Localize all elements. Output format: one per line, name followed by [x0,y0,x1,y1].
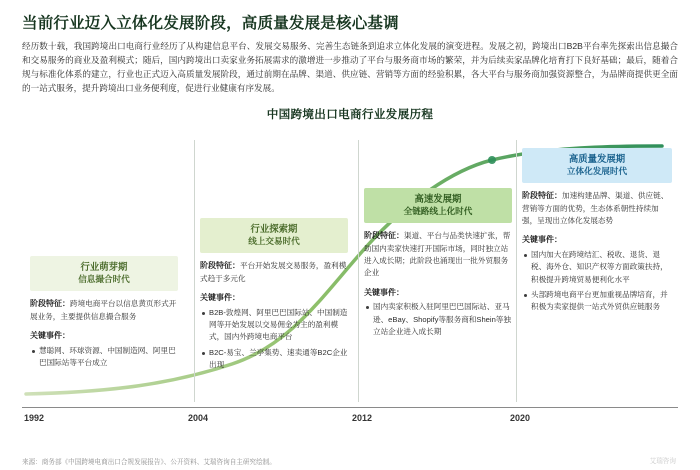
stage-3-feature [364,230,512,279]
stage-4-feature-text: 加速构建品牌、渠道、供应链、营销等方面的优势，生态体系朝性持续加强，呈现出立体化发展态势 [522,191,669,226]
stage-3-feature-title: 阶段特征： [364,231,404,241]
stage-subtitle-1: 信息撮合时代 [78,273,130,284]
source-footnote: 来源：商务部《中国跨境电商出口合规发展报告》、公开资料、艾瑞咨询自主研究绘制。 [22,459,276,466]
axis-tick-1992: 1992 [24,413,45,424]
stage-divider-1 [194,140,195,402]
stage-2-feature-title: 阶段特征： [200,261,240,271]
chart-title: 中国跨境出口电商行业发展历程 [266,108,434,122]
stage-name-2: 行业探索期 [250,223,298,235]
list-item: 头部跨境电商平台更加重视品牌培育，并积极为卖家提供一站式外贸供应链服务 [531,289,672,313]
stage-name-4: 高质量发展期 [568,153,626,165]
page-title: 当前行业迈入立体化发展阶段，高质量发展是核心基调 [22,15,399,32]
list-item: 国内卖家积极入驻阿里巴巴国际站、亚马逊、eBay、Shopify等服务商和Shein等独立站企业进入成长期 [373,301,512,337]
stage-body-1 [30,298,178,369]
stage-body-3 [364,230,512,337]
list-item: 慧聪网、环球资源、中国制造网、阿里巴巴国际站等平台成立 [39,345,178,369]
stage-3-feature-text: 渠道、平台与品类快速扩张，帮助国内卖家快速打开国际市场，同时独立站进入成长期；此阶段也涌现出一批外贸服务企业 [364,231,511,278]
stage-header-4 [522,148,672,183]
stage-1-feature-title: 阶段特征： [30,299,70,309]
stage-subtitle-4: 立体化发展时代 [566,165,628,176]
stage-1-events-list [30,345,178,369]
stage-body-2 [200,260,348,370]
stage-4-feature [522,190,672,227]
stage-2-events-title: 关键事件： [200,293,240,303]
stage-divider-3 [516,140,517,402]
stage-2-feature [200,260,348,285]
stage-1-events-title: 关键事件： [30,331,70,341]
stage-block-3 [364,188,512,341]
list-item: B2C-易宝、兰亭集势、速卖通等B2C企业出现 [209,347,348,371]
timeline-chart [22,126,678,426]
stage-block-4 [522,148,672,316]
axis-tick-2020: 2020 [510,413,531,424]
stage-2-events-list [200,307,348,371]
stage-block-1 [30,256,178,372]
stage-header-2 [200,218,348,253]
list-item: B2B-敦煌网、阿里巴巴国际站、中国制造网等开始发展以交易佣金为主的盈利模式，国内外跨境电商平台 [209,307,348,343]
stage-name-1: 行业萌芽期 [80,261,128,273]
timeline-axis [22,407,678,408]
axis-tick-2012: 2012 [352,413,373,424]
stage-1-feature-text: 跨境电商平台以信息黄页形式开展业务，主要提供信息撮合服务 [30,299,177,322]
stage-2-feature-text: 平台开始发展交易服务，盈利模式趋于多元化 [200,261,347,284]
watermark: 艾瑞咨询 [649,458,676,465]
axis-tick-2004: 2004 [188,413,209,424]
stage-subtitle-2: 线上交易时代 [248,235,300,246]
intro-paragraph: 经历数十载，我国跨境出口电商行业经历了从构建信息平台、发展交易服务、完善生态链条到追求立体化发展的演变进程。发展之初，跨境出口B2B平台率先探索出信息撮合和交易服务的商业及盈利模式；随后，国内跨境出口卖家业务拓展需求的激增进一步推动了平台与服务商市场的繁荣，并为后续卖家品牌化培育打下良好基础；最后，随着合规与标准化体系的建立，行业也正式迈入高质量发展阶段，通过前期在品牌、渠道、供应链、营销等方面的经验积累，各大平台与服务商加强资源整合，为品牌商提供更全面的一站式服务，提升跨境出口业务便利度，促进行业健康有序发展。 [22,41,678,94]
stage-4-events-list [522,249,672,313]
stage-3-events-title: 关键事件： [364,287,404,297]
stage-1-feature [30,298,178,323]
stage-header-1 [30,256,178,291]
stage-name-3: 高速发展期 [414,193,462,205]
stage-block-2 [200,218,348,374]
stage-header-3 [364,188,512,223]
list-item: 国内加大在跨境结汇、税收、退货、退税、海外仓、知识产权等方面政策扶持，积极提升跨境贸易便利化水平 [531,249,672,285]
stage-4-events-title: 关键事件： [522,235,562,245]
stage-subtitle-3: 全链路线上化时代 [403,205,473,216]
stage-body-4 [522,190,672,313]
stage-4-feature-title: 阶段特征： [522,191,562,201]
stage-3-events-list [364,301,512,337]
stage-divider-2 [358,140,359,402]
